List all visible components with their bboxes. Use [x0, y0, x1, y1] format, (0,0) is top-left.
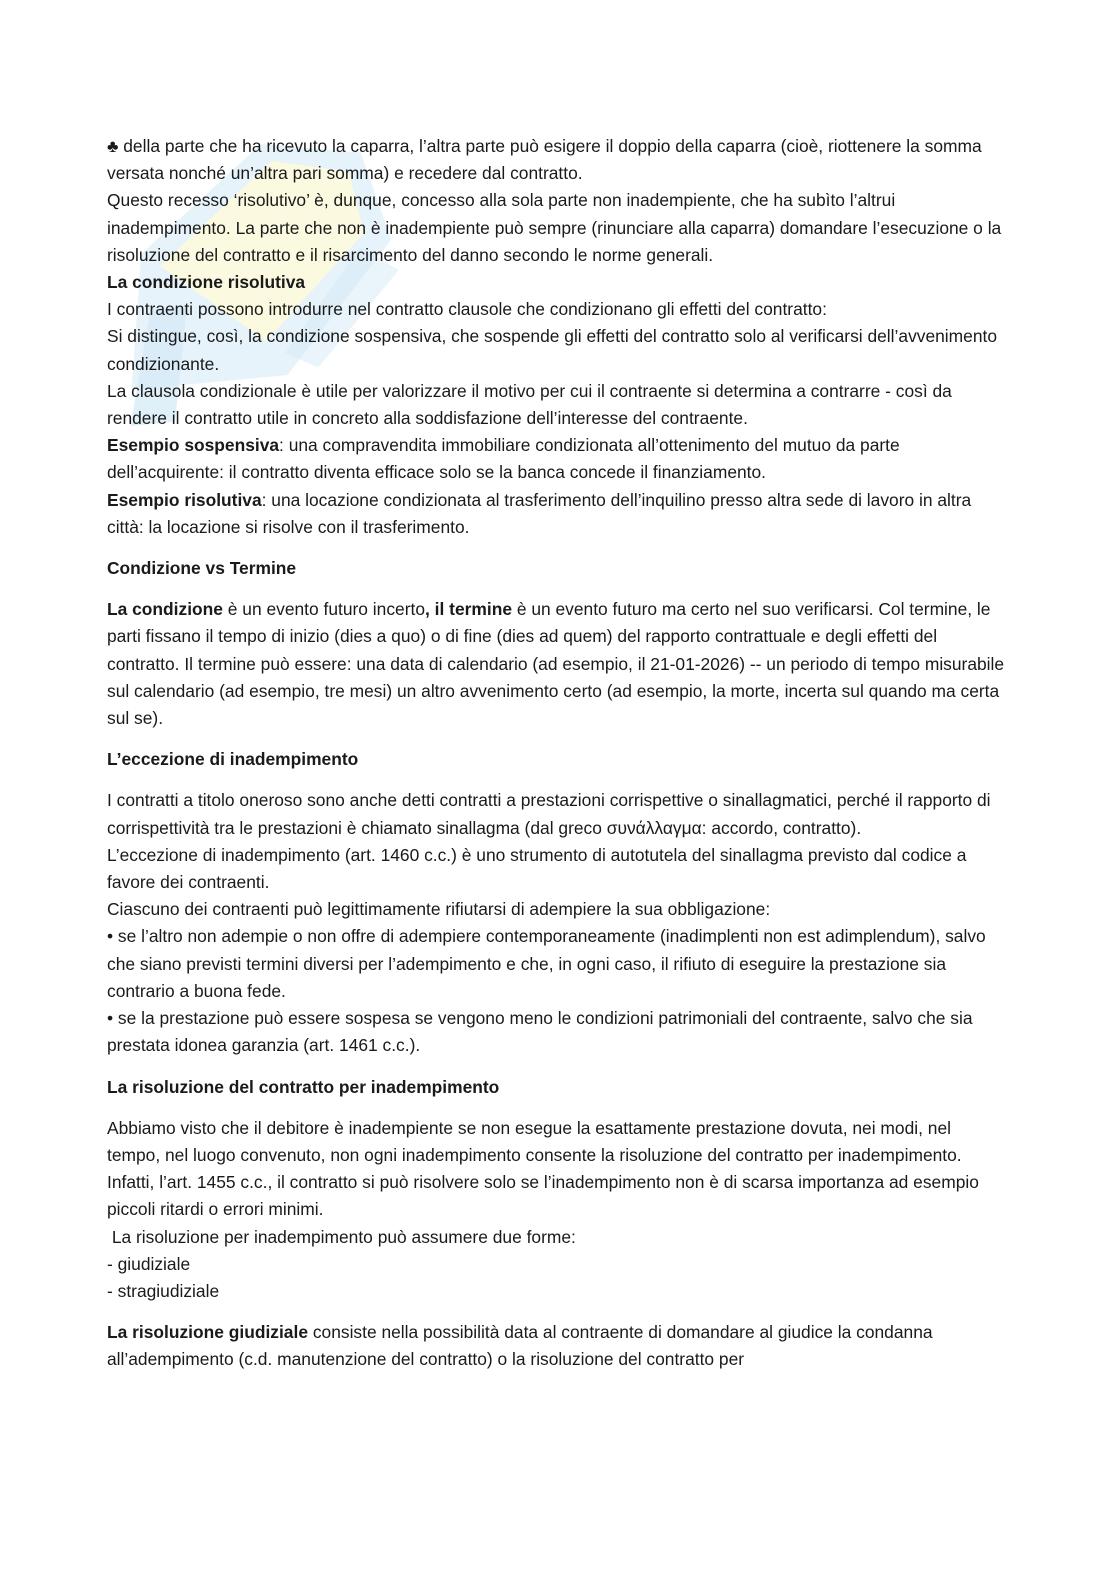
paragraph-esempio-sospensiva: [107, 432, 1007, 486]
paragraph-clausole: I contraenti possono introdurre nel contratto clausole che condizionano gli effetti del contratto:: [107, 299, 827, 320]
list-item-giudiziale: - giudiziale: [107, 1253, 191, 1274]
paragraph-clausola-condizionale: La clausola condizionale è utile per valorizzare il motivo per cui il contraente si determina a contrarre - così da rendere il contratto utile in concreto alla soddisfazione dell’interesse del contraente.: [107, 380, 952, 429]
heading-risoluzione-inadempimento: La risoluzione del contratto per inadempimento: [107, 1076, 500, 1097]
paragraph-contratti-onerosi: I contratti a titolo oneroso sono anche detti contratti a prestazioni corrispettive o sinallagmatici, perché il rapporto di corrispettività tra le prestazioni è chiamato sinallagma (dal greco συνάλλαγμα: accordo, contratto).: [107, 790, 991, 838]
text-condizione: è un evento futuro incerto: [222, 599, 426, 620]
heading-condizione-risolutiva: La condizione risolutiva: [107, 272, 306, 293]
text-termine: è un evento futuro ma certo nel suo verificarsi. Col termine, le parti fissano il tempo di inizio (dies a quo) o di fine (dies ad quem) del rapporto contrattuale e degli effetti del contratto. Il termine può essere: una data di calendario (ad esempio, il 21-01-2026) -- un periodo di tempo misurabile sul calendario (ad esempio, tre mesi) un altro avvenimento certo (ad esempio, la morte, incerta sul quando ma certa sul se).: [107, 599, 1005, 729]
heading-condizione-vs-termine: Condizione vs Termine: [107, 558, 297, 579]
label-il-termine: , il termine: [425, 599, 512, 620]
paragraph-sospensiva: Si distingue, così, la condizione sospensiva, che sospende gli effetti del contratto solo al verificarsi dell’avvenimento condizionante.: [107, 326, 997, 374]
heading-eccezione-inadempimento: L’eccezione di inadempimento: [107, 749, 359, 770]
label-la-condizione: La condizione: [107, 599, 223, 620]
list-item-stragiudiziale: - stragiudiziale: [107, 1280, 220, 1301]
paragraph-risoluzione-giudiziale: [107, 1319, 1007, 1373]
paragraph-rifiuto: Ciascuno dei contraenti può legittimamente rifiutarsi di adempiere la sua obbligazione:: [107, 899, 771, 920]
text-esempio-sospensiva: : una compravendita immobiliare condizionata all’ottenimento del mutuo da parte dell’acquirente: il contratto diventa efficace solo se la banca concede il finanziamento.: [107, 435, 900, 483]
text-risoluzione-giudiziale: consiste nella possibilità data al contraente di domandare al giudice la condanna all’adempimento (c.d. manutenzione del contratto) o la risoluzione del contratto per: [107, 1322, 933, 1370]
label-risoluzione-giudiziale: La risoluzione giudiziale: [107, 1322, 308, 1343]
label-esempio-sospensiva: Esempio sospensiva: [107, 435, 280, 456]
paragraph-debitore-inadempiente: Abbiamo visto che il debitore è inadempiente se non esegue la esattamente prestazione dovuta, nei modi, nel tempo, nel luogo convenuto, non ogni inadempimento consente la risoluzione del contratto per inadempimento. Infatti, l’art. 1455 c.c., il contratto si può risolvere solo se l’inadempimento non è di scarsa importanza ad esempio piccoli ritardi o errori minimi.: [107, 1117, 979, 1220]
paragraph-recesso: Questo recesso ‘risolutivo’ è, dunque, concesso alla sola parte non inadempiente, che ha subìto l’altrui inadempimento. La parte che non è inadempiente può sempre (rinunciare alla caparra) domandare l’esecuzione o la risoluzione del contratto e il risarcimento del danno secondo le norme generali.: [107, 190, 1002, 265]
document-body: [107, 133, 1007, 1374]
label-esempio-risolutiva: Esempio risolutiva: [107, 489, 262, 510]
paragraph-esempio-risolutiva: [107, 487, 1007, 541]
text-esempio-risolutiva: : una locazione condizionata al trasferimento dell’inquilino presso altra sede di lavoro in altra città: la locazione si risolve con il trasferimento.: [107, 489, 972, 537]
bullet-item-inadimplenti: • se l’altro non adempie o non offre di adempiere contemporaneamente (inadimplenti non est adimplendum), salvo che siano previsti termini diversi per l’adempimento e che, in ogni caso, il rifiuto di eseguire la prestazione sia contrario a buona fede.: [107, 926, 986, 1001]
paragraph-eccezione-1460: L’eccezione di inadempimento (art. 1460 c.c.) è uno strumento di autotutela del sinallagma previsto dal codice a favore dei contraenti.: [107, 844, 967, 893]
bullet-item-sospensione: • se la prestazione può essere sospesa se vengono meno le condizioni patrimoniali del contraente, salvo che sia prestata idonea garanzia (art. 1461 c.c.).: [107, 1008, 973, 1056]
paragraph-caparra: ♣ della parte che ha ricevuto la caparra, l’altra parte può esigere il doppio della caparra (cioè, riottenere la somma versata nonché un’altra pari somma) e recedere dal contratto.: [107, 136, 982, 184]
paragraph-due-forme: La risoluzione per inadempimento può assumere due forme:: [107, 1226, 576, 1247]
paragraph-condizione-termine: [107, 596, 1007, 732]
